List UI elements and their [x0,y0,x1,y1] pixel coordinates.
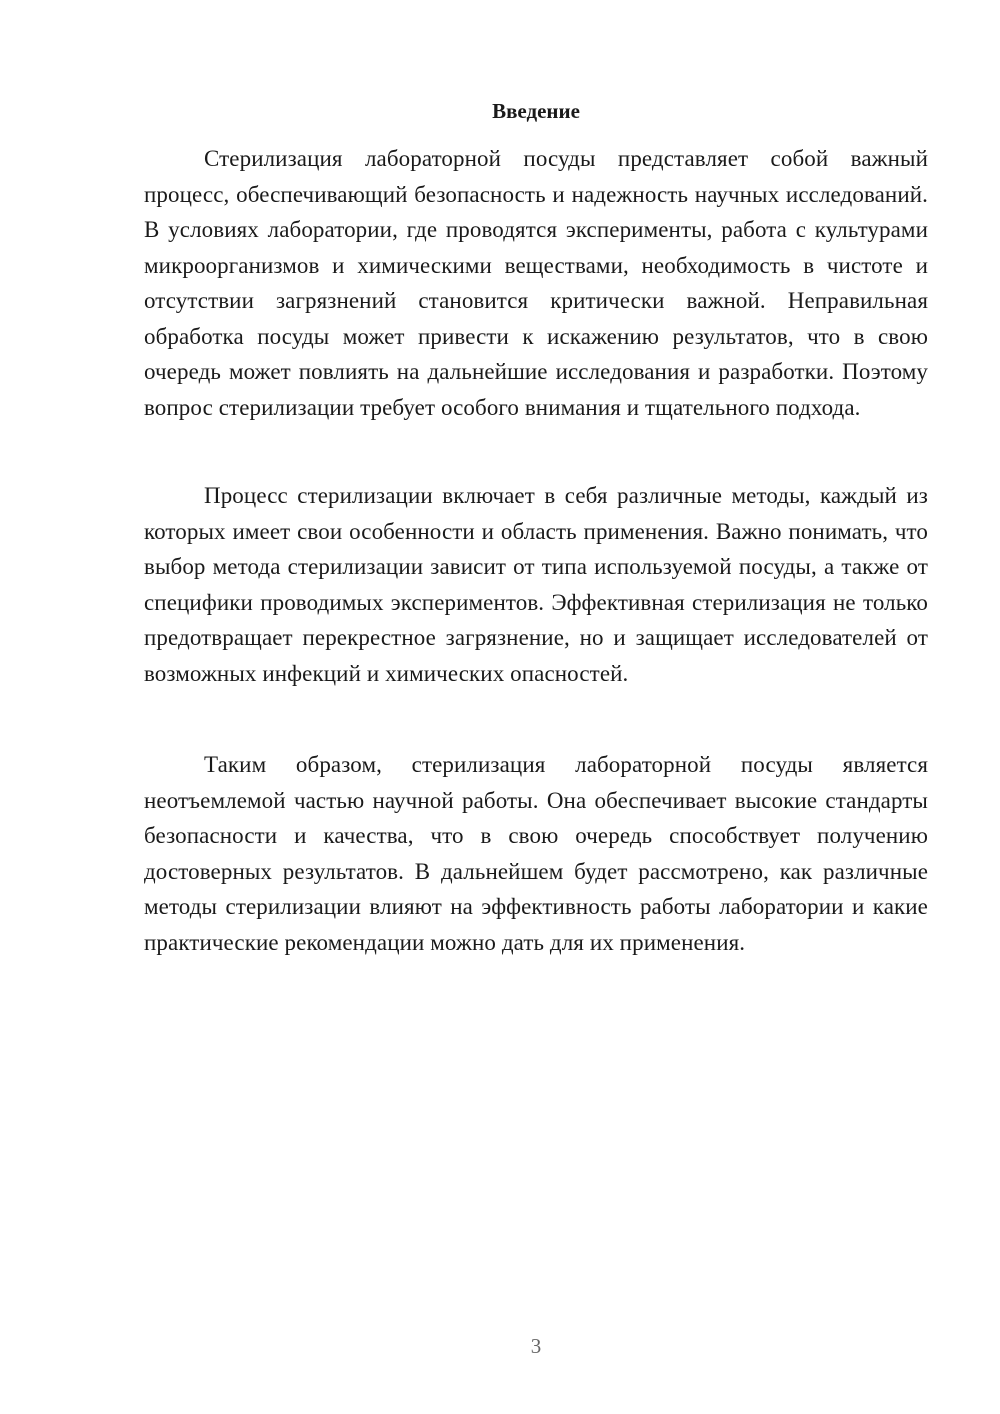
paragraph-2: Процесс стерилизации включает в себя различные методы, каждый из которых имеет свои особенности и область применения. Важно понимать, что выбор метода стерилизации зависит от типа используемой посуды, а также от специфики проводимых экспериментов. Эффективная стерилизация не только предотвращает перекрестное загрязнение, но и защищает исследователей от возможных инфекций и химических опасностей. [144,483,928,686]
paragraph-1: Стерилизация лабораторной посуды представляет собой важный процесс, обеспечивающий безопасность и надежность научных исследований. В условиях лаборатории, где проводятся эксперименты, работа с культурами микроорганизмов и химическими веществами, необходимость в чистоте и отсутствии загрязнений становится критически важной. Неправильная обработка посуды может привести к искажению результатов, что в свою очередь может повлиять на дальнейшие исследования и разработки. Поэтому вопрос стерилизации требует особого внимания и тщательного подхода. [144,146,928,420]
section-heading: Введение [492,99,580,123]
page-number: 3 [530,1334,542,1358]
paragraph-3: Таким образом, стерилизация лабораторной посуды является неотъемлемой частью научной работы. Она обеспечивает высокие стандарты безопасности и качества, что в свою очередь способствует получению достоверных результатов. В дальнейшем будет рассмотрено, как различные методы стерилизации влияют на эффективность работы лаборатории и какие практические рекомендации можно дать для их применения. [144,752,928,955]
